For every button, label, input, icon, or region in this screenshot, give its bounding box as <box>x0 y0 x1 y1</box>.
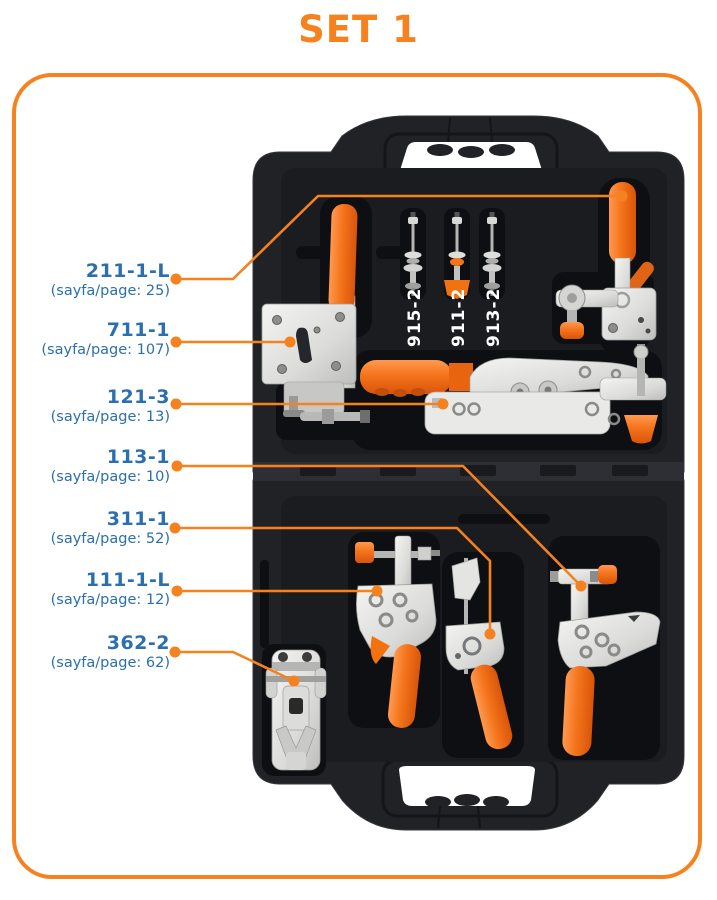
part-page-ref: (sayfa/page: 107) <box>41 342 170 358</box>
part-label-913-2: 913-2 <box>484 287 504 347</box>
part-page-ref: (sayfa/page: 13) <box>50 409 170 425</box>
part-page-ref: (sayfa/page: 62) <box>50 655 170 671</box>
part-page-ref: (sayfa/page: 12) <box>50 592 170 608</box>
part-page-ref: (sayfa/page: 52) <box>50 531 170 547</box>
part-page-ref: (sayfa/page: 10) <box>50 469 170 485</box>
part-code: 111-1-L <box>85 569 170 591</box>
part-page-ref: (sayfa/page: 25) <box>50 283 170 299</box>
part-label-911-2: 911-2 <box>449 287 469 347</box>
part-code: 121-3 <box>106 386 170 408</box>
part-code: 311-1 <box>106 508 170 530</box>
page-title: SET 1 <box>298 8 419 51</box>
part-code: 711-1 <box>106 319 170 341</box>
part-code: 211-1-L <box>85 260 170 282</box>
part-code: 113-1 <box>106 446 170 468</box>
latch-362-2 <box>266 650 326 770</box>
part-code: 362-2 <box>106 632 170 654</box>
part-label-915-2: 915-2 <box>405 287 425 347</box>
